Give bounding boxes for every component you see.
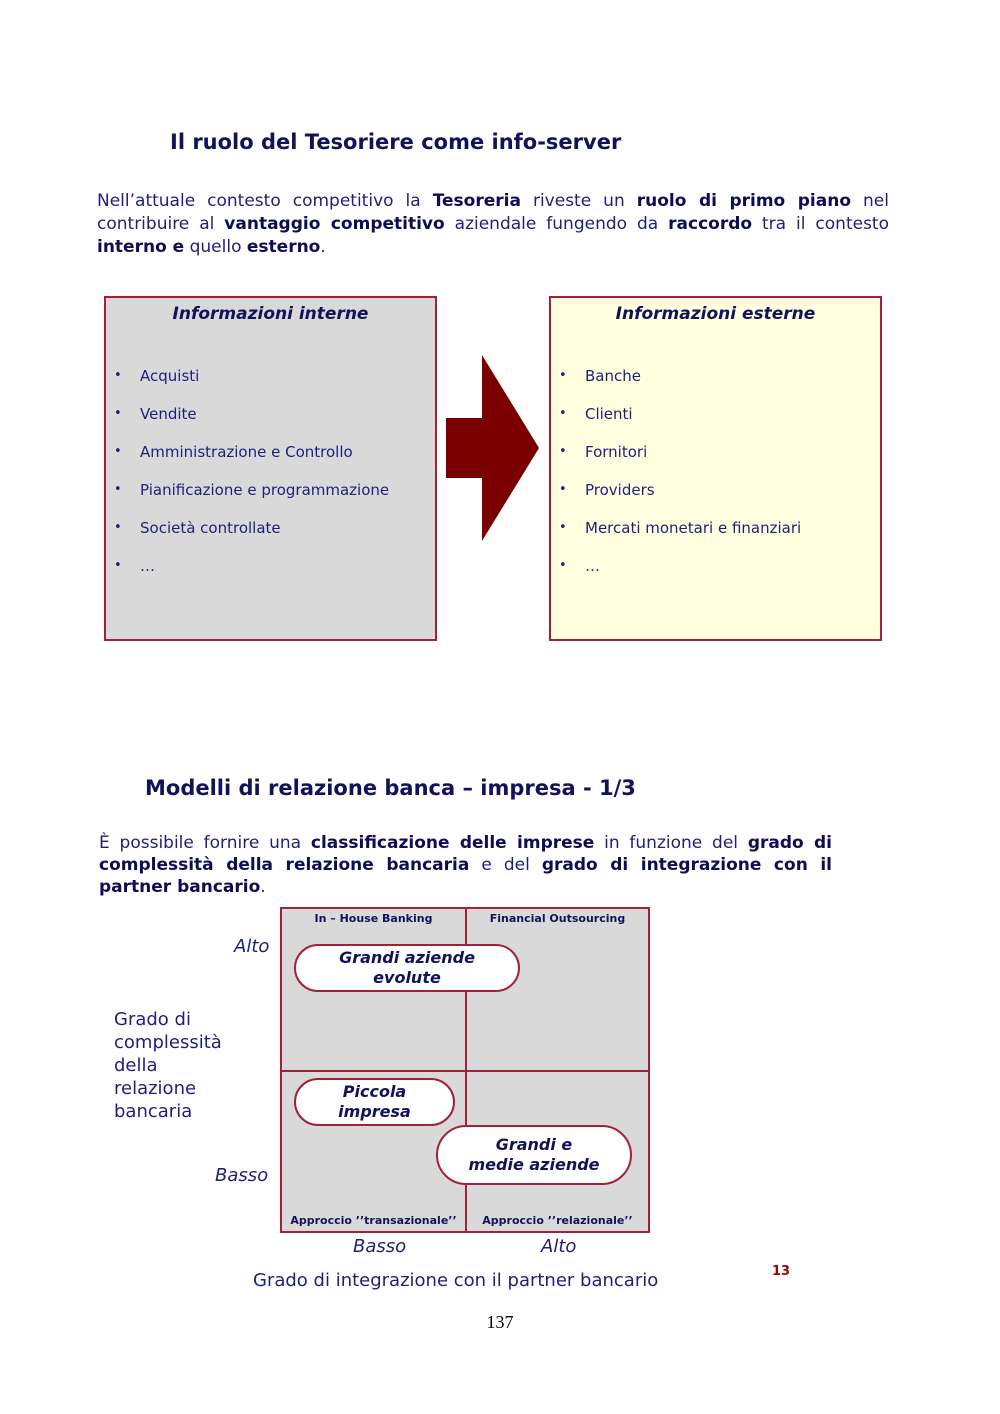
page-number: 137 xyxy=(486,1312,514,1332)
x-axis-title: Grado di integrazione con il partner bancario xyxy=(253,1270,659,1291)
paragraph-bold-run: grado di complessità della relazione bancaria xyxy=(99,833,832,875)
paragraph-text-run: e del xyxy=(469,855,542,875)
bullet-icon: • xyxy=(114,520,122,535)
quadrant-label-transactional: Approccio ’’transazionale’’ xyxy=(290,1214,457,1227)
y-axis-title: Grado di complessità della relazione bancaria xyxy=(114,1009,222,1122)
quadrant-label-relational: Approccio ’’relazionale’’ xyxy=(482,1214,633,1227)
paragraph-text-run: . xyxy=(260,877,266,897)
bullet-icon: • xyxy=(559,558,567,573)
bullet-icon: • xyxy=(559,444,567,459)
internal-info-item-label: Vendite xyxy=(140,405,197,423)
bullet-icon: • xyxy=(559,368,567,383)
x-axis-high-label: Alto xyxy=(541,1236,577,1257)
external-info-item xyxy=(551,518,880,556)
paragraph-text-run: riveste un xyxy=(520,191,637,211)
right-arrow-icon xyxy=(446,355,540,541)
paragraph-bold-run: ruolo di primo piano xyxy=(636,191,852,211)
bullet-icon: • xyxy=(114,406,122,421)
external-info-item xyxy=(551,556,880,594)
quadrant-label-in-house-banking: In – House Banking xyxy=(314,912,433,925)
section1-paragraph xyxy=(97,190,889,259)
external-info-heading: Informazioni esterne xyxy=(615,304,816,324)
internal-info-item-label: Pianificazione e programmazione xyxy=(140,481,390,499)
bullet-icon: • xyxy=(114,444,122,459)
quadrant-label-financial-outsourcing: Financial Outsourcing xyxy=(489,912,626,925)
bullet-icon: • xyxy=(559,406,567,421)
section1-title: Il ruolo del Tesoriere come info-server xyxy=(170,130,622,154)
paragraph-text-run: . xyxy=(320,237,326,257)
slide-number: 13 xyxy=(772,1264,791,1279)
internal-info-heading: Informazioni interne xyxy=(172,304,369,324)
paragraph-text-run: quello xyxy=(184,237,247,257)
bullet-icon: • xyxy=(114,482,122,497)
internal-info-item xyxy=(106,518,435,556)
matrix-horizontal-divider xyxy=(282,1070,648,1072)
paragraph-text-run: in funzione del xyxy=(594,833,748,853)
internal-info-item xyxy=(106,366,435,404)
external-info-item-label: Banche xyxy=(585,367,641,385)
y-axis-high-label: Alto xyxy=(234,936,270,957)
paragraph-bold-run: vantaggio competitivo xyxy=(224,214,445,234)
paragraph-bold-run: grado di integrazione con il partner bancario xyxy=(99,855,832,897)
external-info-item xyxy=(551,442,880,480)
paragraph-bold-run: esterno xyxy=(246,237,321,257)
external-info-item-label: Clienti xyxy=(585,405,633,423)
paragraph-text-run: nel contribuire al xyxy=(97,191,889,234)
external-info-item-label: Fornitori xyxy=(585,443,648,461)
external-info-item xyxy=(551,404,880,442)
pill-piccola-impresa: Piccola impresa xyxy=(294,1078,455,1126)
pill-grandi-e-medie-aziende: Grandi e medie aziende xyxy=(436,1125,632,1185)
section2-title: Modelli di relazione banca – impresa - 1/3 xyxy=(145,776,636,800)
bullet-icon: • xyxy=(559,520,567,535)
bullet-icon: • xyxy=(114,368,122,383)
external-info-item-label: … xyxy=(585,557,600,575)
y-axis-low-label: Basso xyxy=(215,1165,269,1186)
internal-info-item-label: … xyxy=(140,557,155,575)
internal-info-box xyxy=(104,296,437,641)
bullet-icon: • xyxy=(114,558,122,573)
paragraph-text-run: tra il contesto xyxy=(752,214,889,234)
external-info-list xyxy=(551,366,880,594)
bullet-icon: • xyxy=(559,482,567,497)
internal-info-item xyxy=(106,404,435,442)
paragraph-bold-run: interno e xyxy=(97,237,185,257)
paragraph-text-run: aziendale fungendo da xyxy=(444,214,669,234)
paragraph-bold-run: raccordo xyxy=(668,214,753,234)
external-info-box xyxy=(549,296,882,641)
internal-info-item-label: Società controllate xyxy=(140,519,281,537)
paragraph-text-run: È possibile fornire una xyxy=(99,833,311,853)
internal-info-list xyxy=(106,366,435,594)
internal-info-item xyxy=(106,556,435,594)
paragraph-bold-run: Tesoreria xyxy=(432,191,521,211)
internal-info-item xyxy=(106,480,435,518)
x-axis-low-label: Basso xyxy=(353,1236,407,1257)
external-info-item-label: Mercati monetari e finanziari xyxy=(585,519,802,537)
internal-info-item xyxy=(106,442,435,480)
external-info-item xyxy=(551,366,880,404)
section2-paragraph xyxy=(99,832,832,898)
external-info-item-label: Providers xyxy=(585,481,655,499)
internal-info-item-label: Amministrazione e Controllo xyxy=(140,443,353,461)
paragraph-bold-run: classificazione delle imprese xyxy=(310,833,595,853)
pill-grandi-aziende-evolute: Grandi aziende evolute xyxy=(294,944,520,992)
external-info-item xyxy=(551,480,880,518)
paragraph-text-run: Nell’attuale contesto competitivo la xyxy=(97,191,433,211)
internal-info-item-label: Acquisti xyxy=(140,367,200,385)
